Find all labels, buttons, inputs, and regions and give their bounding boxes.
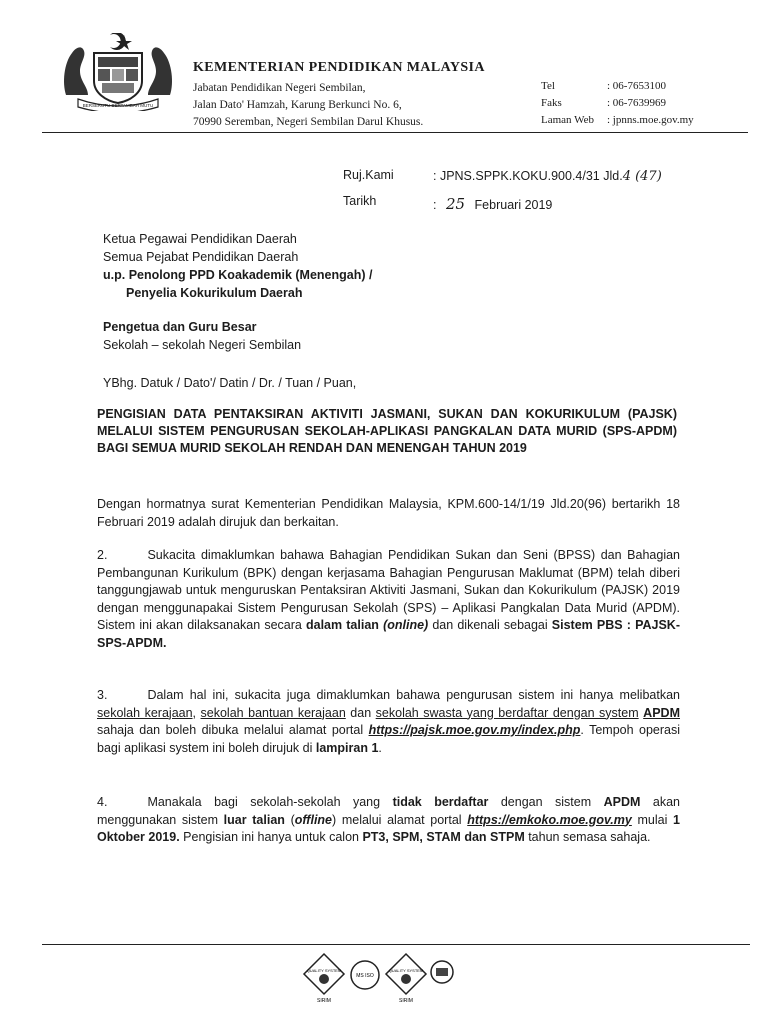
- paragraph-4: 4. Manakala bagi sekolah-sekolah yang tidak berdaftar dengan sistem APDM akan menggunakan sistem luar talian (offline) melalui alamat portal https://emkoko.moe.gov.my mulai 1 Oktober 2019. Pengisian ini hanya untuk calon PT3, SPM, STAM dan STPM tahun semasa sahaja.: [97, 795, 680, 844]
- paragraph-2: 2. Sukacita dimaklumkan bahawa Bahagian Pendidikan Sukan dan Seni (BPSS) dan Bahagian Pembangunan Kurikulum (BPK) dengan kerjasama Bahagian Pengurusan Maklumat (BPM) telah diberi tanggungjawab untuk menguruskan Pentaksiran Aktiviti Jasmani, Sukan dan Kokurikulum (PAJSK) 2019 dengan menggunapakai Sistem Pengurusan Sekolah (SPS) – Aplikasi Pangkalan Data Murid (APDM). Sistem ini akan dilaksanakan secara dalam talian (online) dan dikenali sebagai Sistem PBS : PAJSK-SPS-APDM.: [97, 548, 680, 650]
- address-line-2: Jalan Dato' Hamzah, Karung Berkunci No. 6,: [193, 99, 402, 111]
- tel-label: Tel: [541, 80, 555, 92]
- letter-subject: PENGISIAN DATA PENTAKSIRAN AKTIVITI JASMANI, SUKAN DAN KOKURIKULUM (PAJSK) MELALUI SISTEM PENGURUSAN SEKOLAH-APLIKASI PANGKALAN DATA MURID (SPS-APDM) BAGI SEMUA MURID SEKOLAH RENDAH DAN MENENGAH TAHUN 2019: [97, 407, 677, 455]
- ruj-value: : JPNS.SPPK.KOKU.900.4/31 Jld.4 (47): [433, 169, 662, 184]
- address-line-1: Jabatan Pendidikan Negeri Sembilan,: [193, 82, 366, 94]
- tel-value: : 06-7653100: [607, 80, 666, 92]
- ruj-handwritten: 4 (47): [622, 169, 662, 184]
- fax-value: : 06-7639969: [607, 97, 666, 109]
- logo-sirim-1: SIRIM: [317, 998, 331, 1004]
- address-line-3: 70990 Seremban, Negeri Sembilan Darul Khusus.: [193, 116, 424, 128]
- recipient-line-3: u.p. Penolong PPD Koakademik (Menengah) /: [103, 268, 373, 282]
- emkoko-portal-link[interactable]: https://emkoko.moe.gov.my: [467, 812, 632, 827]
- ministry-name: KEMENTERIAN PENDIDIKAN MALAYSIA: [193, 60, 485, 75]
- recipient-line-2: Semua Pejabat Pendidikan Daerah: [103, 250, 299, 264]
- logo-quality-text-2: QUALITY SYSTEM: [388, 968, 424, 973]
- website-label: Laman Web: [541, 114, 594, 126]
- recipient-line-1: Ketua Pegawai Pendidikan Daerah: [103, 232, 297, 246]
- salutation: YBhg. Datuk / Dato'/ Datin / Dr. / Tuan / Puan,: [103, 376, 357, 390]
- iso-badge-icon: [300, 950, 460, 1010]
- logo-quality-text-1: QUALITY SYSTEM: [306, 968, 342, 973]
- recipient-line-6: Sekolah – sekolah Negeri Sembilan: [103, 338, 302, 352]
- ruj-label: Ruj.Kami: [343, 168, 394, 182]
- intro-paragraph: Dengan hormatnya surat Kementerian Pendidikan Malaysia, KPM.600-14/1/19 Jld.20(96) bertarikh 18 Februari 2019 adalah dirujuk dan berkaitan.: [97, 497, 680, 529]
- logo-sirim-2: SIRIM: [399, 998, 413, 1004]
- paragraph-3: 3. Dalam hal ini, sukacita juga dimaklumkan bahawa pengurusan sistem ini hanya melibatkan sekolah kerajaan, sekolah bantuan kerajaan dan sekolah swasta yang berdaftar dengan system APDM sahaja dan boleh dibuka melalui alamat portal https://pajsk.moe.gov.my/index.php. Tempoh operasi bagi aplikasi system ini boleh dirujuk di lampiran 1.: [97, 688, 680, 755]
- malaysia-crest-logo: [58, 33, 178, 111]
- fax-label: Faks: [541, 97, 562, 109]
- footer-divider: [42, 944, 750, 945]
- certification-logos: [300, 950, 460, 1010]
- tarikh-handwritten-day: 25: [445, 195, 466, 213]
- pajsk-portal-link[interactable]: https://pajsk.moe.gov.my/index.php: [368, 723, 581, 737]
- website-value: : jpnns.moe.gov.my: [607, 114, 694, 126]
- recipient-line-4: Penyelia Kokurikulum Daerah: [126, 286, 303, 300]
- tarikh-value: : 25 Februari 2019: [433, 195, 553, 213]
- header-divider: [42, 132, 748, 133]
- svg-text:BERSEKUTU BERTAMBAH MUTU: BERSEKUTU BERTAMBAH MUTU: [82, 103, 154, 108]
- tarikh-label: Tarikh: [343, 194, 377, 208]
- logo-msiso-text: MS ISO: [356, 973, 374, 979]
- recipient-line-5: Pengetua dan Guru Besar: [103, 320, 257, 334]
